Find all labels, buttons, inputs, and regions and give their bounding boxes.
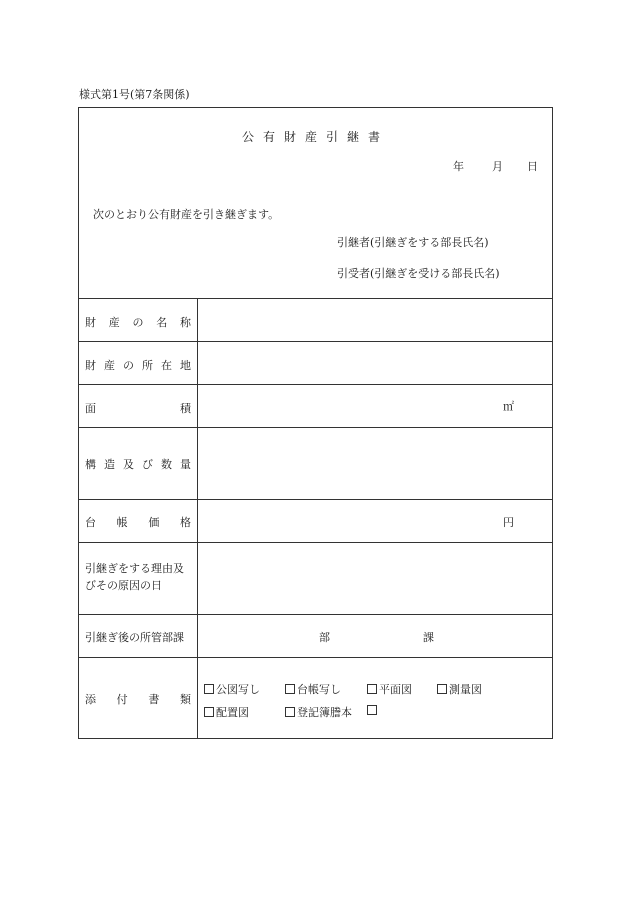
- attachment-checkbox[interactable]: 台帳写し: [285, 681, 341, 697]
- attachment-checkbox[interactable]: [367, 704, 379, 717]
- document-title: 公有財産引継書: [241, 130, 389, 144]
- price-unit: 円: [503, 516, 514, 529]
- ledger-price-label: 台 帳 価 格: [85, 516, 191, 529]
- checkbox-icon: [437, 684, 447, 694]
- attachment-checkbox[interactable]: 配置図: [204, 704, 249, 720]
- intro-text: 次のとおり公有財産を引き継ぎます。: [93, 208, 280, 221]
- property-name-label: 財 産 の 名 称: [85, 316, 191, 329]
- divider: [79, 657, 552, 658]
- checkbox-icon: [285, 684, 295, 694]
- checkbox-icon: [204, 707, 214, 717]
- area-unit: ㎡: [503, 400, 514, 413]
- date-month-label: 月: [492, 160, 503, 173]
- date-day-label: 日: [527, 160, 538, 173]
- divider: [79, 341, 552, 342]
- attachment-checkbox[interactable]: 平面図: [367, 681, 412, 697]
- checkbox-icon: [204, 684, 214, 694]
- attachment-checkbox[interactable]: 公図写し: [204, 681, 260, 697]
- date-year-label: 年: [453, 160, 464, 173]
- attachment-checkbox[interactable]: 測量図: [437, 681, 482, 697]
- attachments-label: 添 付 書 類: [85, 693, 191, 706]
- transferor-label: 引継者(引継ぎをする部長氏名): [337, 236, 489, 249]
- divider: [79, 614, 552, 615]
- department-ka-label: 課: [423, 631, 434, 644]
- checkbox-icon: [367, 684, 377, 694]
- divider: [79, 542, 552, 543]
- department-label: 引継ぎ後の所管部課: [85, 631, 184, 644]
- column-divider: [197, 298, 198, 738]
- checkbox-icon: [285, 707, 295, 717]
- form-number-label: 様式第1号(第7条関係): [79, 88, 190, 101]
- transfer-form-table: [78, 107, 553, 739]
- divider: [79, 427, 552, 428]
- checkbox-icon: [367, 705, 377, 715]
- divider: [79, 499, 552, 500]
- property-location-label: 財 産 の 所 在 地: [85, 359, 191, 372]
- divider: [79, 298, 552, 299]
- transferee-label: 引受者(引継ぎを受ける部長氏名): [337, 267, 500, 280]
- divider: [79, 384, 552, 385]
- area-label: 面 積: [85, 402, 191, 415]
- transfer-reason-label: 引継ぎをする理由及びその原因の日: [85, 562, 184, 592]
- structure-quantity-label: 構 造 及 び 数 量: [85, 458, 191, 471]
- attachment-checkbox[interactable]: 登記簿謄本: [285, 704, 352, 720]
- department-bu-label: 部: [319, 631, 330, 644]
